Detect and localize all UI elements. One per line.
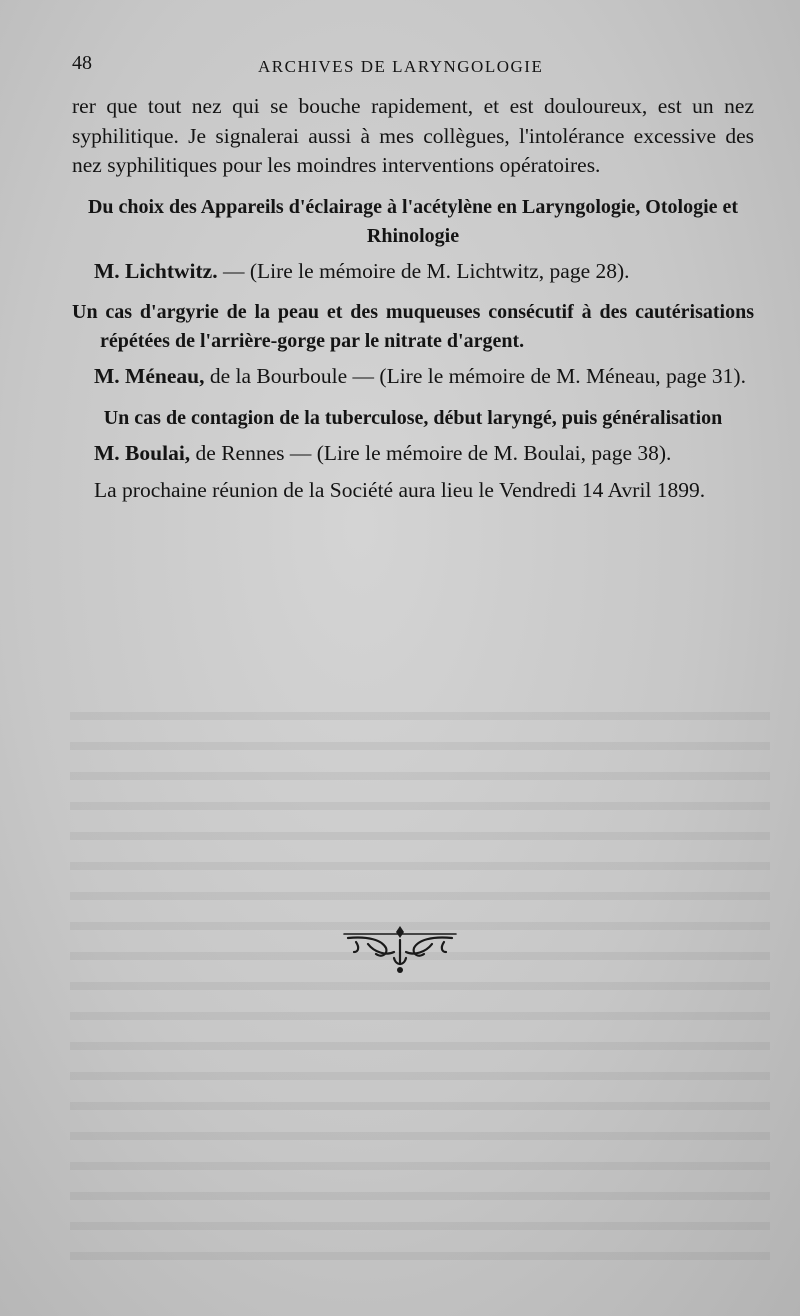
bleed-through-texture [70, 700, 770, 1260]
paragraph-continuation: rer que tout nez qui se bouche rapidement, et est douloureux, est un nez syphilitique. Je signalerai aussi à mes collègues, l'intolérance excessive des nez syphilitiques pour les moindres interventions opératoires. [72, 94, 754, 177]
paragraph-meneau [72, 362, 754, 392]
speaker-name: M. Méneau, [94, 364, 205, 388]
running-header [72, 52, 764, 82]
running-title: ARCHIVES DE LARYNGOLOGIE [258, 57, 544, 76]
section-heading-tuberculose: Un cas de contagion de la tuberculose, début laryngé, puis généralisation [103, 406, 723, 429]
page-number: 48 [72, 52, 92, 74]
section-heading-acetylene: Du choix des Appareils d'éclairage à l'acétylène en Laryngologie, Otologie et Rhinologie [87, 195, 739, 247]
speaker-name: M. Lichtwitz. [94, 258, 218, 283]
paragraph-lichtwitz [72, 257, 754, 287]
paragraph-boulai [72, 439, 754, 469]
paragraph-text: — (Lire le mémoire de M. Lichtwitz, page 28). [217, 258, 630, 283]
speaker-name: M. Boulai, [94, 440, 191, 465]
paragraph-text: de Rennes — (Lire le mémoire de M. Boulai, page 38). [190, 440, 672, 465]
fleuron-ornament-icon [338, 918, 462, 978]
paragraph-next-meeting: La prochaine réunion de la Société aura lieu le Vendredi 14 Avril 1899. [94, 478, 706, 502]
section-heading-argyrie: Un cas d'argyrie de la peau et des muqueuses consécutif à des cautérisations répétées de l'arrière-gorge par le nitrate d'argent. [72, 301, 754, 352]
page-body [72, 92, 754, 506]
paragraph-text: de la Bourboule — (Lire le mémoire de M. Méneau, page 31). [204, 364, 746, 388]
